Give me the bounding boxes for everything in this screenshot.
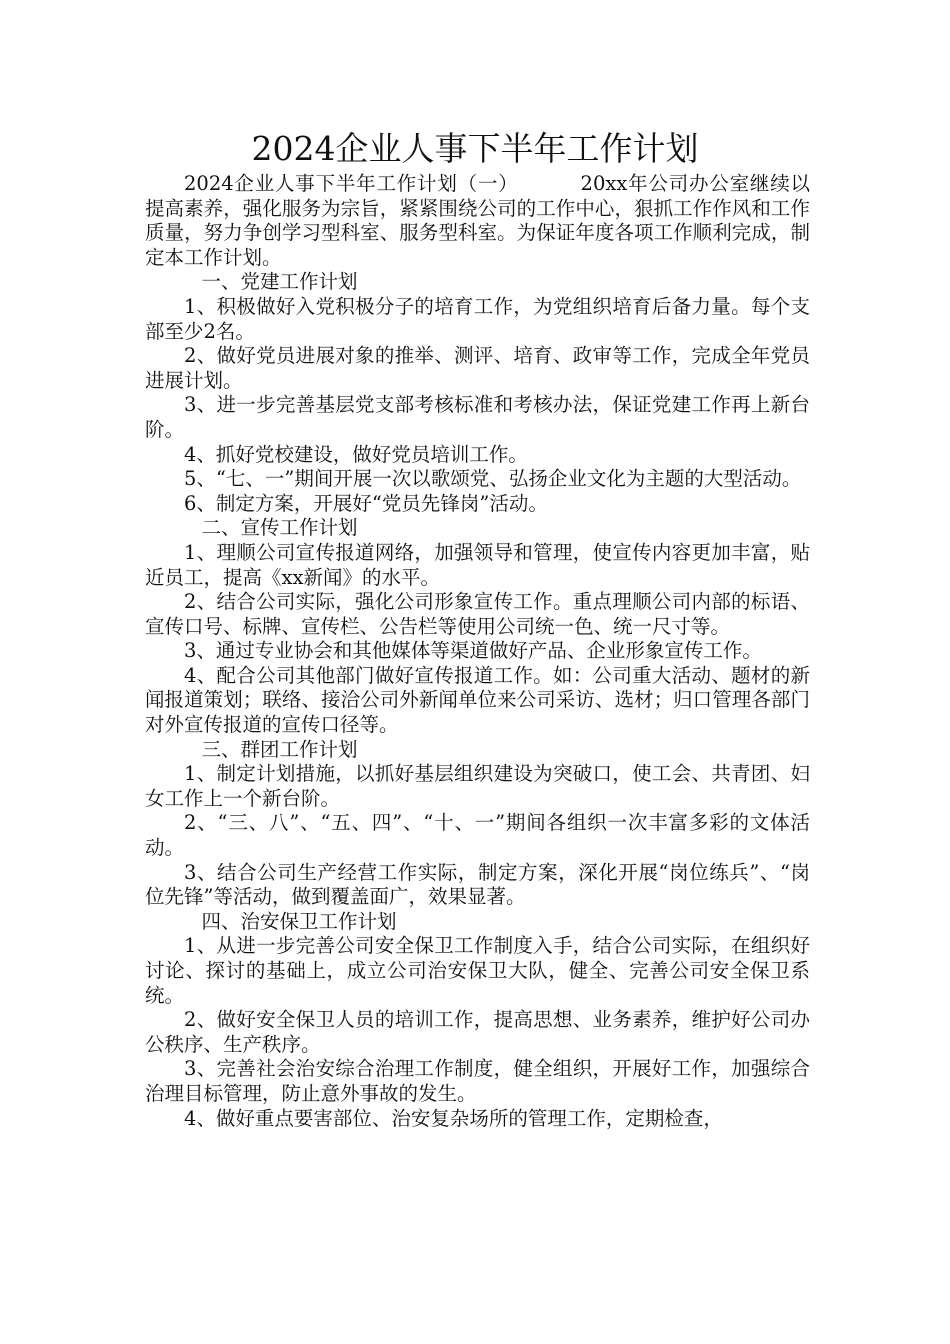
- list-item: 2、“三、八”、“五、四”、“十、一”期间各组织一次丰富多彩的文体活动。: [145, 811, 810, 860]
- intro-lead: 2024企业人事下半年工作计划（一）: [184, 172, 519, 195]
- list-item: 4、配合公司其他部门做好宣传报道工作。如：公司重大活动、题材的新闻报道策划；联络、接洽公司外新闻单位来公司采访、选材；归口管理各部门对外宣传报道的宣传口径等。: [145, 663, 810, 737]
- list-item: 1、理顺公司宣传报道网络，加强领导和管理，使宣传内容更加丰富，贴近员工，提高《xx新闻》的水平。: [145, 540, 810, 589]
- list-item: 5、“七、一”期间开展一次以歌颂党、弘扬企业文化为主题的大型活动。: [184, 467, 802, 491]
- section-heading: 四、治安保卫工作计划: [201, 909, 397, 933]
- intro-paragraph: [145, 172, 810, 270]
- list-item: 2、结合公司实际，强化公司形象宣传工作。重点理顺公司内部的标语、宣传口号、标牌、宣传栏、公告栏等使用公司统一色、统一尺寸等。: [145, 590, 810, 638]
- document-body: [145, 172, 810, 1131]
- list-item: 3、结合公司生产经营工作实际，制定方案，深化开展“岗位练兵”、“岗位先锋”等活动，做到覆盖面广，效果显著。: [145, 860, 810, 909]
- section-heading: 三、群团工作计划: [201, 737, 358, 761]
- list-item: 4、抓好党校建设，做好党员培训工作。: [184, 442, 528, 466]
- section-heading: 二、宣传工作计划: [201, 516, 358, 540]
- list-item: 6、制定方案，开展好“党员先锋岗”活动。: [184, 491, 548, 515]
- list-item: 4、做好重点要害部位、治安复杂场所的管理工作，定期检查，: [184, 1106, 723, 1130]
- list-item: 1、制定计划措施，以抓好基层组织建设为突破口，使工会、共青团、妇女工作上一个新台阶。: [145, 762, 810, 810]
- list-item: 3、进一步完善基层党支部考核标准和考核办法，保证党建工作再上新台阶。: [145, 393, 810, 441]
- list-item: 1、从进一步完善公司安全保卫工作制度入手，结合公司实际，在组织好讨论、探讨的基础上，成立公司治安保卫大队，健全、完善公司安全保卫系统。: [145, 934, 810, 1007]
- list-item: 2、做好党员进展对象的推举、测评、培育、政审等工作，完成全年党员进展计划。: [145, 344, 810, 392]
- section-heading: 一、党建工作计划: [201, 270, 358, 294]
- intro-text: 20xx年公司办公室继续以提高素养，强化服务为宗旨，紧紧围绕公司的工作中心，狠抓工作作风和工作质量，努力争创学习型科室、服务型科室。为保证年度各项工作顺利完成，制定本工作计划。: [145, 172, 810, 269]
- list-item: 2、做好安全保卫人员的培训工作，提高思想、业务素养，维护好公司办公秩序、生产秩序。: [145, 1008, 810, 1056]
- list-item: 3、通过专业协会和其他媒体等渠道做好产品、企业形象宣传工作。: [184, 639, 762, 663]
- list-item: 3、完善社会治安综合治理工作制度，健全组织，开展好工作，加强综合治理目标管理，防止意外事故的发生。: [145, 1057, 810, 1105]
- list-item: 1、积极做好入党积极分子的培育工作，为党组织培育后备力量。每个支部至少2名。: [145, 294, 810, 343]
- document-title: 2024企业人事下半年工作计划: [251, 129, 699, 168]
